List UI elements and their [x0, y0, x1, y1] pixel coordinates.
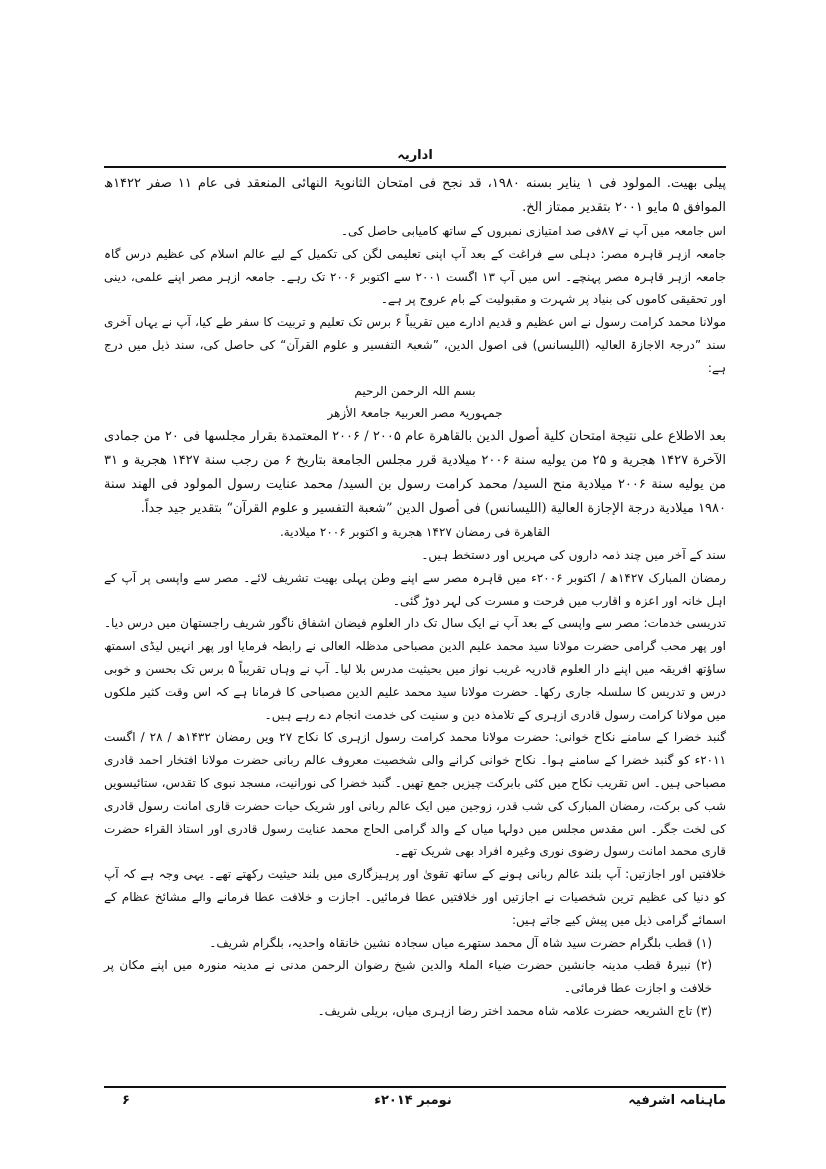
article-body [104, 172, 726, 1023]
certificate-header: جمہوریۃ مصر العربیۃ جامعۃ الأزھر [327, 406, 503, 421]
paragraph-marks: اس جامعہ میں آپ نے ۸۷فی صد امتیازی نمبروں کے ساتھ کامیابی حاصل کی۔ [340, 224, 726, 238]
paragraph-nikah: گنبد خضرا کے سامنے نکاح خوانی: حضرت مولانا محمد کرامت رسول ازہری کا نکاح ۲۷ ویں رمضان ۱۴۳۲ھ / ۲۸ / اگست ۲۰۱۱ء کو گنبد خضرا کے سامنے ہوا۔ نکاح خوانی کرانے والی شخصیت معروف عالم ربانی حضرت مولانا افتخار احمد قادری مصباحی ہیں۔ اس تقریب نکاح میں کئی بابرکت چیزیں جمع تھیں۔ گنبد خضرا کی نورانیت، مسجد نبوی کا تقدس، ستائیسویں شب کی برکت، رمضان المبارک کی شب قدر، زوجین میں ایک عالم ربانی اور شریک حیات حضرت قاری امانت رسول قادری کی لخت جگر۔ اس مقدس مجلس میں دولہا میاں کے والد گرامی الحاج محمد عنایت رسول قادری اور استاذ القراء حضرت قاری محمد امانت رسول رضوی نوری وغیرہ افراد بھی شریک تھے۔ [104, 730, 726, 859]
header-rule [104, 166, 726, 168]
paragraph-seals: سند کے آخر میں چند ذمہ داروں کی مہریں اور دستخط ہیں۔ [421, 547, 726, 562]
paragraph-khilafat: خلافتیں اور اجازتیں: آپ بلند عالم ربانی ہونے کے ساتھ تقویٰ اور پرہیزگاری میں بلند حیثیت رکھتے تھے۔ یہی وجہ ہے کہ آپ کو دنیا کی عظیم ترین شخصیات نے اجازتیں اور خلافتیں عطا فرمائیں۔ اجازت و خلافت عطا فرمانے والے مشائخ عظام کے اسمائے گرامی ذیل میں پیش کیے جاتے ہیں: [104, 867, 726, 927]
certificate-date: القاهرة فی رمضان ۱۴۲۷ هجریة و اکتوبر ۲۰۰۶ میلادیة. [279, 525, 551, 540]
list-item: (۳) تاج الشریعہ حضرت علامہ شاہ محمد اختر رضا ازہری میاں، بریلی شریف۔ [317, 1003, 712, 1018]
footer-issue-date: نومبر ۲۰۱۴ء [374, 1093, 452, 1108]
list-item: (۱) قطب بلگرام حضرت سید شاہ آل محمد ستھرے میاں سجادہ نشین خانقاہ واحدیہ، بلگرام شریف۔ [209, 935, 712, 950]
list-item: (۲) نبیرۂ قطب مدینہ جانشین حضرت ضیاء الملۃ والدین شیخ رضوان الرحمن مدنی نے مدینہ منورہ میں اپنے مکان پر خلافت و اجازت عطا فرمائی۔ [104, 958, 712, 996]
bismillah: بسم اللہ الرحمن الرحیم [354, 383, 476, 398]
page-header: اداریہ [397, 148, 433, 163]
certificate-text: بعد الاطلاع علی نتیجة امتحان کلیة أصول الدین بالقاهرة عام ۲۰۰۵ / ۲۰۰۶ المعتمدة بقرار مجلسها فی ۲۰ من جمادی الآخرة ۱۴۲۷ هجریة و ۲۵ من یولیه سنة ۲۰۰۶ میلادیة قرر مجلس الجامعة بتاریخ ۶ من رجب سنة ۱۴۲۷ هجریة و ۳۱ من یولیه سنة ۲۰۰۶ میلادیة منح السید/ محمد کرامت رسول بن السید/ محمد عنایت رسول المولود فی الهند سنة ۱۹۸۰ میلادیة درجة الإجازة العالیة (اللیسانس) فی أصول الدین ”شعبة التفسیر و علوم القرآن“ بتقدیر جید جداً. [104, 429, 726, 517]
paragraph-certificate-intro: پیلی بھیت. المولود فی ۱ ینایر بسنه ۱۹۸۰، قد نجح فی امتحان الثانویۃ النهائی المنعقد فی عام ۱۱ صفر ۱۴۲۲ھ الموافق ۵ مایو ۲۰۰۱ بتقدیر ممتاز الخ. [104, 176, 726, 215]
footer-rule [104, 1086, 726, 1088]
paragraph-degree: مولانا محمد کرامت رسول نے اس عظیم و قدیم ادارے میں تقریباً ۶ برس تک تعلیم و تربیت کا سفر طے کیا، آپ نے یہاں آخری سند ”درجۃ الاجازۃ العالیہ (اللیسانس) فی اصول الدین، ”شعبۃ التفسیر و علوم القرآن“ کی حاصل کی، سند ذیل میں درج ہے: [104, 315, 727, 375]
footer-page-number: ۶ [122, 1093, 130, 1108]
paragraph-return: رمضان المبارک ۱۴۲۷ھ / اکتوبر ۲۰۰۶ء میں قاہرہ مصر سے اپنے وطن پہلی بھیت تشریف لائے۔ مصر سے واپسی پر آپ کے اہل خانہ اور اعزہ و اقارب میں فرحت و مسرت کی لہر دوڑ گئی۔ [104, 570, 726, 608]
paragraph-azhar: جامعہ ازہر قاہرہ مصر: دہلی سے فراغت کے بعد آپ اپنی تعلیمی لگن کی تکمیل کے لیے عالم اسلام کی عظیم درس گاہ جامعہ ازہر قاہرہ مصر پہنچے۔ اس میں آپ ۱۳ اگست ۲۰۰۱ سے اکتوبر ۲۰۰۶ تک رہے۔ جامعہ ازہر مصر اپنے علمی، دینی اور تحقیقی کاموں کی بنیاد پر شہرت و مقبولیت کے بام عروج پر ہے۔ [104, 246, 727, 307]
paragraph-teaching: تدریسی خدمات: مصر سے واپسی کے بعد آپ نے ایک سال تک دار العلوم فیضان اشفاق ناگور شریف راجستھان میں درس دیا۔ اور پھر محب گرامی حضرت مولانا سید محمد علیم الدین مصباحی مدظلہ العالی نے رابطہ فرمایا اور پھر انہیں لیڈی اسمتھ ساؤتھ افریقہ میں اپنے دار العلوم قادریہ غریب نواز میں بحیثیت مدرس بلا لیا۔ آپ نے وہاں تقریباً ۵ برس تک بحسن و خوبی درس و تدریس کا سلسلہ جاری رکھا۔ حضرت مولانا سید محمد علیم الدین مصباحی کا فرمانا ہے کہ اس وقت کثیر ملکوں میں مولانا کرامت رسول قادری ازہری کے تلامذہ دین و سنیت کی خدمت انجام دے رہے ہیں۔ [104, 616, 727, 722]
footer-magazine-name: ماہنامہ اشرفیہ [628, 1093, 726, 1108]
